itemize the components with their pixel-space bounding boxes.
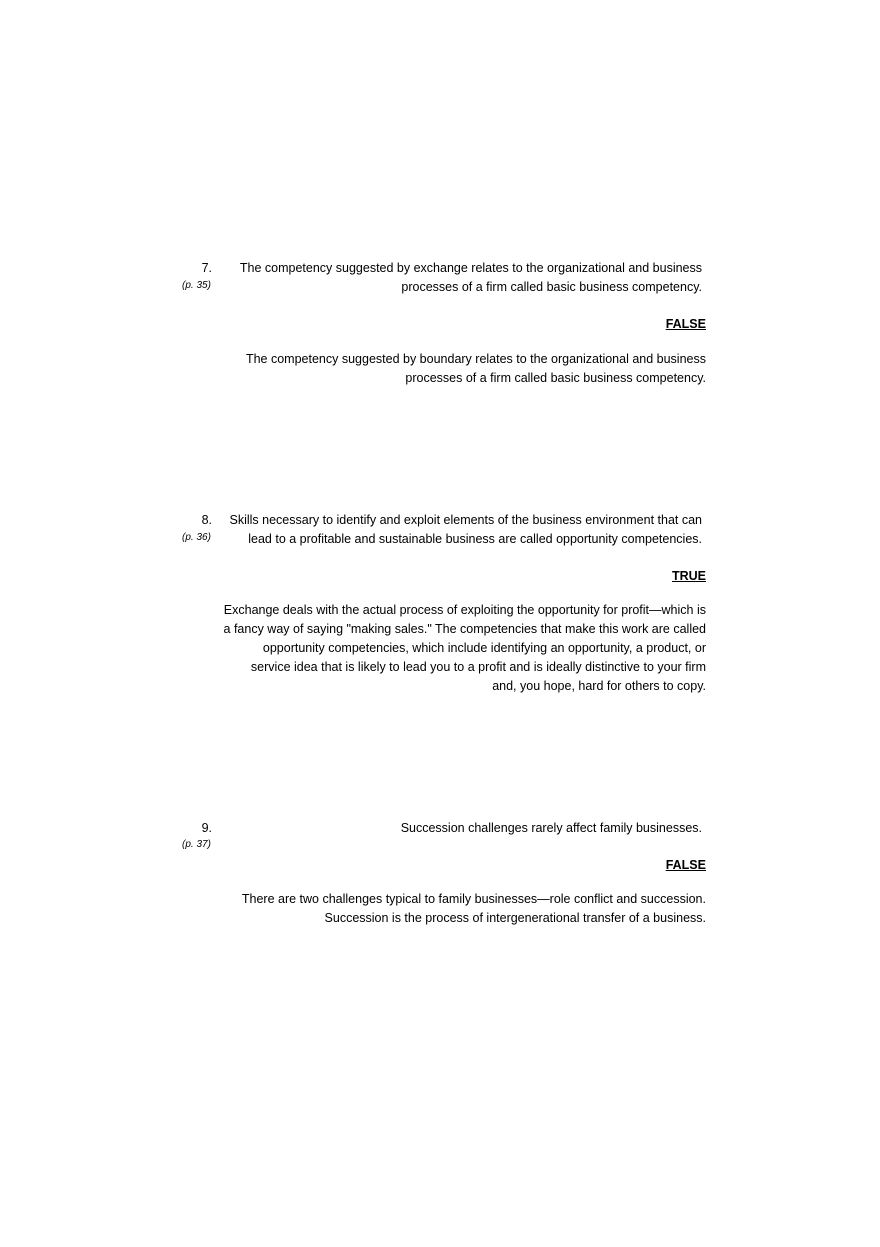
statement-line: lead to a profitable and sustainable business are called opportunity competencies. — [248, 532, 702, 546]
answer-explanation — [246, 350, 706, 388]
question-number: 9. — [201, 821, 212, 835]
explanation-line: a fancy way of saying "making sales." The competencies that make this work are called — [223, 622, 706, 636]
explanation-line: Succession is the process of intergenerational transfer of a business. — [324, 911, 706, 925]
question-statement — [230, 511, 702, 549]
question-number: 7. — [201, 261, 212, 275]
explanation-line: processes of a firm called basic business competency. — [405, 371, 706, 385]
statement-line: The competency suggested by exchange relates to the organizational and business — [239, 261, 702, 275]
statement-line: Skills necessary to identify and exploit elements of the business environment that can — [229, 513, 702, 527]
question-statement — [401, 819, 702, 838]
page-reference: (p. 35) — [182, 280, 211, 291]
statement-line: Succession challenges rarely affect family businesses. — [400, 821, 702, 835]
answer-label: FALSE — [665, 317, 706, 331]
question-number: 8. — [201, 513, 212, 527]
question-statement — [240, 259, 702, 297]
statement-line: processes of a firm called basic business competency. — [401, 280, 702, 294]
explanation-line: There are two challenges typical to family businesses—role conflict and succession. — [241, 892, 706, 906]
explanation-line: and, you hope, hard for others to copy. — [492, 679, 706, 693]
explanation-line: The competency suggested by boundary relates to the organizational and business — [245, 352, 706, 366]
answer-label: TRUE — [671, 569, 706, 583]
answer-label: FALSE — [665, 858, 706, 872]
answer-explanation — [242, 890, 706, 928]
page-reference: (p. 36) — [182, 532, 211, 543]
answer-explanation — [224, 601, 706, 696]
explanation-line: service idea that is likely to lead you to a profit and is ideally distinctive to your firm — [250, 660, 706, 674]
explanation-line: Exchange deals with the actual process of exploiting the opportunity for profit—which is — [223, 603, 706, 617]
page-reference: (p. 37) — [182, 839, 211, 850]
explanation-line: opportunity competencies, which include identifying an opportunity, a product, or — [262, 641, 706, 655]
